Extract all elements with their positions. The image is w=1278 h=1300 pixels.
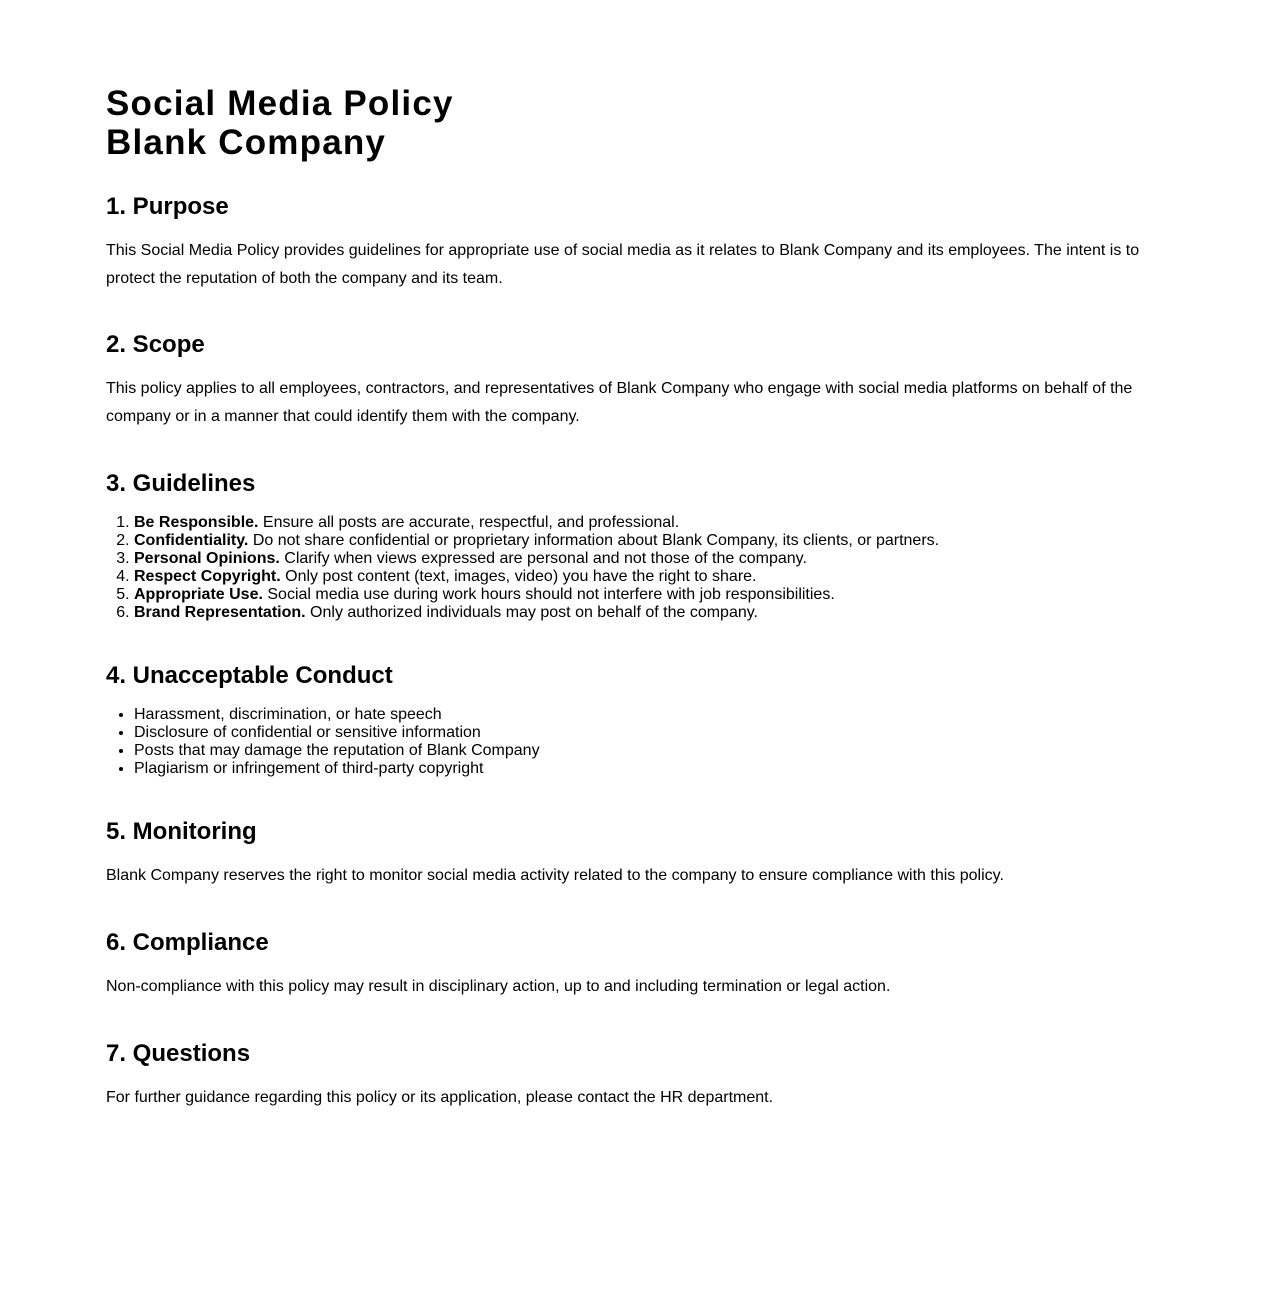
guideline-term: Confidentiality. [134, 532, 249, 549]
list-item: • Disclosure of confidential or sensitive information [134, 724, 1184, 742]
section-text-monitoring: Blank Company reserves the right to monitor social media activity related to the company to ensure compliance with this policy. [106, 867, 1004, 884]
document-title-line1: Social Media Policy [106, 84, 454, 123]
guideline-item [134, 532, 1184, 550]
guideline-text: Clarify when views expressed are personal and not those of the company. [279, 550, 807, 567]
section-heading-scope: 2. Scope [106, 331, 205, 358]
section-heading-unacceptable-conduct: 4. Unacceptable Conduct [106, 662, 393, 689]
section-heading-guidelines: 3. Guidelines [106, 470, 256, 497]
section-heading-compliance: 6. Compliance [106, 929, 269, 956]
guideline-term: Appropriate Use. [134, 586, 263, 603]
guideline-item [134, 550, 1184, 568]
guideline-text: Do not share confidential or proprietary information about Blank Company, its clients, or partners. [248, 532, 940, 549]
guideline-item [134, 586, 1184, 604]
list-item: • Posts that may damage the reputation of Blank Company [134, 742, 1184, 760]
guideline-text: Ensure all posts are accurate, respectful, and professional. [258, 514, 680, 531]
section-text-questions: For further guidance regarding this policy or its application, please contact the HR department. [106, 1089, 774, 1106]
guideline-term: Personal Opinions. [134, 550, 280, 567]
document-title-line2: Blank Company [106, 123, 387, 162]
guideline-term: Brand Representation. [134, 604, 306, 621]
section-text-purpose: This Social Media Policy provides guidelines for appropriate use of social media as it relates to Blank Company and its employees. The intent is to protect the reputation of both the company and its team. [106, 242, 1140, 287]
guideline-item [134, 514, 1184, 532]
list-item: • Plagiarism or infringement of third-party copyright [134, 760, 1184, 778]
guideline-text: Only authorized individuals may post on behalf of the company. [305, 604, 758, 621]
document-title [106, 84, 1146, 162]
guideline-term: Be Responsible. [134, 514, 259, 531]
unacceptable-conduct-list [106, 706, 1184, 778]
list-item: • Harassment, discrimination, or hate speech [134, 706, 1184, 724]
section-text-scope: This policy applies to all employees, contractors, and representatives of Blank Company who engage with social media platforms on behalf of the company or in a manner that could identify them with the company. [106, 380, 1133, 425]
guideline-item [134, 568, 1184, 586]
section-heading-monitoring: 5. Monitoring [106, 818, 257, 845]
guideline-item [134, 604, 1184, 622]
guideline-text: Only post content (text, images, video) you have the right to share. [280, 568, 757, 585]
section-heading-questions: 7. Questions [106, 1040, 251, 1067]
guidelines-list [106, 514, 1184, 622]
guideline-text: Social media use during work hours should not interfere with job responsibilities. [262, 586, 835, 603]
section-heading-purpose: 1. Purpose [106, 193, 229, 220]
section-text-compliance: Non-compliance with this policy may result in disciplinary action, up to and including termination or legal action. [106, 978, 891, 995]
guideline-term: Respect Copyright. [134, 568, 281, 585]
policy-document [0, 0, 1146, 162]
